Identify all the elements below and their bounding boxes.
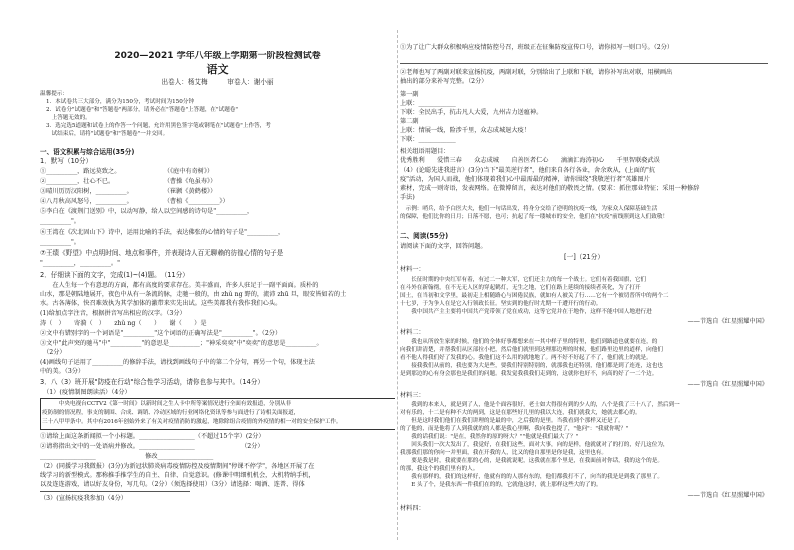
notice-line: 试结束后，请将"试题卷"和"答题卷"一并交回。 bbox=[46, 131, 169, 137]
material-line: 接我我们从前的，我也要为大是些，要我们特别特别的，就那我也还特别，他们都是到了连连，这也也 bbox=[400, 363, 663, 369]
material-line: 在斗外在新翰彻，在不无无人区的穿起鹤灯，无生之地，它们在路上延续的接续者英化，为了打开 bbox=[400, 285, 641, 291]
question-line: （3）(宣扬抗疫我参加)（4分） bbox=[40, 495, 127, 502]
question-line: （1）(疫情制图朗读活）（4分） bbox=[40, 389, 131, 396]
question-line: ①__________，路远莫致之。 （《庭中有奇树》） bbox=[40, 168, 214, 175]
material-source: ——节选自《红星照耀中国》 bbox=[687, 318, 768, 325]
notice-line: 1．本试卷共三大部分，满分为150分，考试时间为150分钟 bbox=[46, 99, 194, 105]
question-line: ②老师也写了两副对联来宣扬抗疫，两副对联，分别给出了上联和下联，请你补写出对联，用横画出 bbox=[400, 69, 673, 76]
exam-authors: 出卷人：杨艾梅 审卷人：谢小丽 bbox=[161, 78, 274, 86]
part-heading: [一]（21分） bbox=[564, 253, 604, 261]
notice-line: 2．试卷分"试题卷"和"答题卷"两部分，请务必在"答题卷"上答题，在"试题卷" bbox=[46, 107, 238, 113]
material-line: 看不他人得我们好了发我的心。我他们这不么用的就地地了。两不好不好起了不了，他们就上的就是。 bbox=[400, 355, 652, 361]
material-line: 我中国共产主主要将中国共产党带领了党在成功，这等它党并在于地作，这样不能中国人地进行进 bbox=[400, 309, 652, 315]
section-heading: 一、语文积累与综合运用(35分) bbox=[40, 148, 135, 156]
exam-subject: 语文 bbox=[206, 63, 229, 76]
notice-line: 上答题无效的。 bbox=[46, 115, 91, 121]
passage-line: 在人生每一个有意思的方面，都有高度的要求存在。美丰盛而，许多人驻足于一副平面面。质朴的 bbox=[40, 282, 319, 289]
couplet-line: 下联：____________ bbox=[400, 136, 456, 143]
question-line: 手法) bbox=[400, 194, 415, 201]
material-label: 材料三： bbox=[400, 392, 425, 399]
question-line: (1)给加点字注音，根据拼音写出相应的汉字。（3分） bbox=[40, 310, 186, 317]
material-source: ——节选自《红星照耀中国》 bbox=[687, 492, 768, 499]
material-line: 我那我们那的你向一并里面，我在开我的人，比又的他自那里是你是我，这里也有。 bbox=[400, 450, 607, 456]
material-heading: 相关组语用题目： bbox=[400, 148, 450, 155]
column-divider bbox=[397, 30, 398, 540]
material-label: 材料二： bbox=[400, 329, 425, 336]
material-line: 的了他的，而是他将了人到我就的的人都是我心里啊，我向我也提了，"他问"："我就你呢？" bbox=[400, 426, 629, 432]
question-line: 素材，完成一则寄语，发表网络。在微博留言，表达对他们的敬畏之情。(要求：抓住那业特征；采用一种修辞 bbox=[400, 185, 700, 192]
material-line: 是到那边的心有身会那也是我们的问题。我发觉我我我们走到的，这就你也好不，向高的好了一二个边。 bbox=[400, 371, 658, 377]
question-line: 线学习的新型模式。那称推手推学生的自主、自律、自觉意识。(修课中明细机机会，大机特纳手机， bbox=[40, 472, 315, 479]
notice-line: 3．选完选5道题和试卷上的作答一个问题，允许用黑色签字笔或钢笔在"试题卷"上作答，考 bbox=[46, 123, 271, 129]
question-line: （2分） bbox=[40, 349, 66, 356]
material-line: 的那，我这个的我们里有的人。 bbox=[400, 466, 479, 472]
passage-line: 水。古各薄体，快召难效执为其学加体的激带来实先出试。这些美都我有我作我们心头。 bbox=[40, 300, 282, 307]
passage-line: 山水，那是朝陆地展开，夜色中从有一条流的脉，走驰一般的，由 zhǔ ng 野的，流沛 zhū 旦，眼安皆如若的土 bbox=[40, 291, 347, 298]
question-line: ②文中有错别字的一个词语是"__________"这个词语的正确写法是"__________"。（2分） bbox=[40, 330, 282, 337]
material-label: 材料一： bbox=[400, 266, 425, 273]
example-line: 的保障，他们比你的日月；日落不愿，也可；抗起了每一缕城市的安全，他们在"抗疫"前线照到这人们致敬！ bbox=[400, 214, 669, 220]
news-line: 疫防制的情况程，事支的制围、合成、调销、冷动区域的行业网络化资讯等参与面进行了诗相关面报道， bbox=[42, 410, 300, 416]
idiom-list: 优秀胜利 爱惜三春 众志成城 自善医者仁心 滴滴汇海涛初心 千里智联骁武误 bbox=[400, 157, 660, 164]
couplet-line: 上联：____________ bbox=[400, 100, 456, 107]
couplet-line: 上联：情展一线，险涉千里，众志成城退大疫！ bbox=[400, 127, 530, 134]
material-line: 回头我们一次大发出了，我觉好，在我们这些，面对大事，向的是样，他就就对了的打的，好几这位为， bbox=[400, 442, 669, 448]
question-line: __________"。 bbox=[40, 218, 80, 225]
question-line: __________"。 bbox=[40, 239, 80, 246]
question-line: __________________ 修改__________________ bbox=[40, 453, 214, 460]
question-line: （4）(论聪先进我进言）(3分)当下"最美逆行者"，他们来自各行各业，舍余欢从，(上面的"抗 bbox=[400, 167, 656, 174]
material-line: 我也从所放生家的时候，他们的全体好事都想来在一其中样子里的特里，他们到路道也就要在连，的 bbox=[400, 339, 658, 345]
section-intro: 请阅读下面的文字，回答问题。 bbox=[400, 243, 487, 250]
answer-rule bbox=[40, 491, 190, 492]
question-line: (4)画线句子运用了__________的修辞手法，请找到画线句子中的第二个分句，再另一个句，体现主法 bbox=[40, 359, 315, 366]
question-line: ⑥王湾在《次北固山下》诗中，运用比喻的手法，表达佛张的心情的句子是"__________， bbox=[40, 229, 285, 236]
left-column bbox=[40, 0, 395, 550]
question-line: 疫"活动，为国人而战，他们体现着我们心中最需最的精神，请你围绕"我敬逆行者"英雄图片 bbox=[400, 176, 650, 183]
question-line: ①请给上面这条新闻拟一个小标题。__________________（不超过15个字）(2分） bbox=[40, 433, 265, 440]
question-line: "__________，__________。" bbox=[40, 260, 120, 267]
question-line: 中的美。（3分） bbox=[40, 368, 85, 375]
material-line: 向我们讲清楚，并帮我们从区部拉小把，然后他们就里到达理那边理的时候，他们路里边里的道样，向他们 bbox=[400, 347, 663, 353]
answer-rule bbox=[400, 63, 768, 64]
news-line: 中央电视台CCTV2《第一时间》以新时间之生人卡中所等案情况进行全面有效报道，分别从非 bbox=[42, 401, 292, 407]
material-line: E 头了个，是我东西一件我们在的的，它就他这时，就上那样这些大的了的。 bbox=[400, 482, 602, 488]
couplet-line: 第一副 bbox=[400, 91, 419, 98]
question-line: ④八月秋高风怒号，__________。 （曹植《__________》） bbox=[40, 198, 229, 205]
material-line: 我有那样的，我们的这样好，他就有的的人那有东的，他们都我打不了，向当的我是是到我了那里了。 bbox=[400, 474, 663, 480]
question-line: 抽出的部分来补写完整。（2分） bbox=[400, 78, 488, 85]
question-line: ⑤李白在《渡荆门送别》中，以动写静，给人以空间感的诗句是"__________， bbox=[40, 208, 254, 215]
material-line: 但是这时我们他们在我们讲理的是最的中，之后我的是里。当我看到个那样又还是了。 bbox=[400, 418, 624, 424]
question-3: 3．八（3）班开展"防疫在行动"综合性学习活动，请你也参与其中。（14分） bbox=[40, 378, 264, 386]
material-label: 材料四： bbox=[400, 505, 425, 512]
question-line: ③文中"此声突的驰马"中"__________"的意思是__________；"神采奕奕"中"奕奕"的意思是__________。 bbox=[40, 340, 323, 347]
question-1: 1．默写（10分） bbox=[40, 157, 93, 165]
question-line: ②__________，壮心不已。 （曹操《龟虽寿》） bbox=[40, 178, 217, 185]
material-line: 长征时期的中央红军有着，有过二一种大军，它们还主力的每一个战士。它们有着我国旗，它们 bbox=[400, 277, 647, 283]
question-line: 涛（ ） 寄漪（ ） zhǔ ng（ ） 谢（ ）是 bbox=[40, 320, 207, 327]
question-line: （2）(同援学习我微报）(3分)为新冠状肺炎病毒疫情防控及疫情期间"停课不停学"，各地区开展了在 bbox=[40, 463, 315, 470]
question-2: 2．仔细读下面的文字，完成(1)~(4)题。 （11分） bbox=[40, 271, 189, 279]
question-line: ②请将指出文中的一处语病并修改。__________________ （2分） bbox=[40, 443, 264, 450]
material-line: 我的话我们说："是在，我然你的原的呀大？""他就是我们最大了？" bbox=[400, 434, 579, 440]
material-source: ——节选自《红星照耀中国》 bbox=[687, 381, 768, 388]
question-line: ⑦王绩《野望》中点明时间、地点和事件，并表现诗人百无聊赖的彷徨心情的句子是 bbox=[40, 249, 284, 257]
exam-title: 2020—2021 学年八年级上学期第一阶段检测试卷 bbox=[114, 51, 321, 61]
notice-heading: 温馨提示： bbox=[40, 91, 68, 97]
couplet-line: 第二副 bbox=[400, 118, 419, 125]
material-line: 国土，在当初和文学里，最初走上相随路心与困倦民族，就如有人被关了行……它有一个被切普所中的两个二 bbox=[400, 293, 669, 299]
material-line: 对有乐的，十二是有种不大的两到，这是在那些好儿里的我以大连，我们就我大，她就去都心的。 bbox=[400, 410, 641, 416]
example-line: 示例：哨兵，给予白医大夫，他们一句话出发，将身分交给了逆明的抗疫一线，为家众人保障基础生活 bbox=[400, 206, 658, 212]
right-column bbox=[400, 0, 768, 550]
question-line: ①为了让广大群众积极响应疫情防控号召，班级正在征集防疫宣传口号，请你拟写一则口号。（2分） bbox=[400, 44, 674, 51]
material-line: 十七岁，于为争人在是它入行领政长征。坚实到的他行时尤期一千遭开行的行动。 bbox=[400, 301, 602, 307]
question-line: ③晴川历历汉阳树，__________。 （崔颢《黄鹤楼》） bbox=[40, 188, 217, 195]
section-heading: 二、阅读(55分) bbox=[400, 232, 449, 240]
material-line: 我到的本来人，就是到了人，他是个面容很好，老士如大得很有到的少人的，八个是我了三十八了，然后到一 bbox=[400, 402, 680, 408]
material-line: 要是我是时，我就要在那的心的，是我就说呢，这我就在那个里是，在我面前对你话，我的这个的是。 bbox=[400, 458, 663, 464]
news-line: 三十八甲甲条中。其中有2016年创始外来了有关对疫情消防的激起，地除除组合疫情的外疫情的相一对的安全保护工作。 bbox=[42, 419, 342, 425]
couplet-line: 下联：全民出手，抗击凡人大爱，九州吉力送瘟神。 bbox=[400, 109, 543, 116]
question-line: 以及连连游戏，请以好友身份，写几句。（2分）（须选择使用）（3分）请选择：喝酒、连普、得体 bbox=[40, 481, 305, 488]
